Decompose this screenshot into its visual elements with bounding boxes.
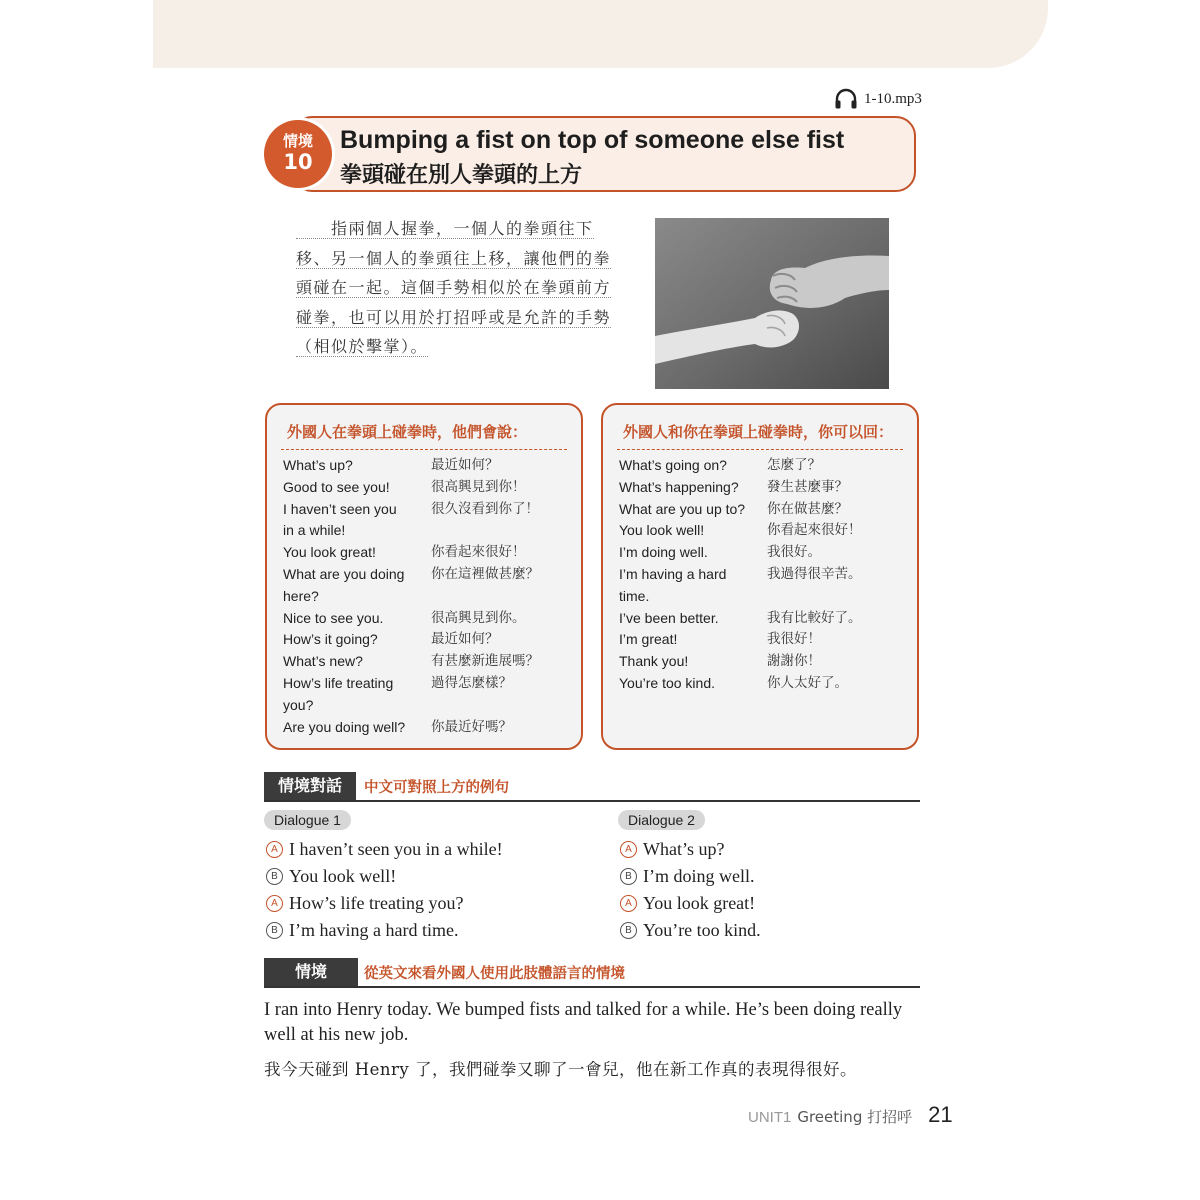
dialogue-text: You look great!	[643, 893, 756, 913]
dialogue-line	[620, 917, 761, 944]
intro-line: 指兩個人握拳，一個人的拳頭往下	[296, 219, 594, 238]
phrase-row	[619, 477, 909, 499]
phrase-row	[619, 673, 909, 695]
phrase-english: What are you up to?	[619, 500, 746, 517]
dialogue-2-label: Dialogue 2	[618, 810, 705, 830]
phrase-english: I’m great!	[619, 631, 678, 648]
dialogue-text: I haven’t seen you in a while!	[289, 839, 503, 859]
phrase-chinese: 你看起來很好！	[431, 544, 526, 561]
phrase-chinese: 我很好。	[767, 544, 821, 561]
phrase-chinese: 過得怎麼樣？	[431, 674, 512, 691]
audio-track[interactable]	[834, 88, 922, 110]
phrase-english: What’s new?	[283, 653, 363, 670]
phrase-chinese: 你看起來很好！	[767, 522, 862, 539]
phrase-row	[619, 520, 909, 542]
phrases-they-say-box	[265, 403, 583, 750]
speaker-b-icon: B	[266, 922, 283, 939]
phrases-you-reply-heading: 外國人和你在拳頭上碰拳時，你可以回：	[623, 423, 894, 441]
phrase-english: time.	[619, 587, 650, 604]
phrase-chinese: 最近如何？	[431, 631, 499, 648]
scenario-title-banner	[292, 116, 916, 192]
speaker-a-icon: A	[266, 841, 283, 858]
dialogue-line	[620, 836, 761, 863]
phrase-chinese: 怎麼了？	[767, 457, 821, 473]
phrase-chinese: 最近如何？	[431, 457, 499, 473]
dialogue-line	[620, 863, 761, 890]
phrase-english: How’s life treating	[283, 674, 394, 691]
dialogue-line	[266, 863, 503, 890]
dialogue-text: What’s up?	[643, 839, 725, 859]
phrase-row	[283, 564, 573, 586]
dialogue-line	[266, 836, 503, 863]
phrase-row	[619, 542, 909, 564]
story-english: I ran into Henry today. We bumped fists and talked for a while. He’s been doing really well at his new job.	[264, 1000, 903, 1045]
scenario-badge	[264, 120, 332, 188]
audio-filename: 1-10.mp3	[864, 90, 922, 107]
phrase-chinese: 你在做甚麼？	[767, 500, 848, 517]
speaker-a-icon: A	[620, 895, 637, 912]
dialogue-text: I’m doing well.	[643, 866, 755, 886]
phrase-chinese: 你人太好了。	[767, 674, 848, 691]
phrase-row	[283, 455, 573, 477]
phrase-english: What’s going on?	[619, 457, 727, 473]
context-section-desc: 從英文來看外國人使用此肢體語言的情境	[364, 966, 625, 982]
phrase-english: I’m having a hard	[619, 565, 727, 582]
phrase-english: What’s happening?	[619, 478, 739, 495]
phrase-english: I’m doing well.	[619, 544, 708, 561]
phrase-english: Thank you!	[619, 653, 689, 670]
scenario-title-zh: 拳頭碰在別人拳頭的上方	[340, 163, 583, 188]
dialogue-text: You’re too kind.	[643, 920, 761, 940]
footer-unit: UNIT1	[748, 1109, 792, 1126]
dialogue-line	[620, 890, 761, 917]
phrase-chinese: 很久沒看到你了！	[431, 500, 539, 517]
phrases-you-reply-box	[601, 403, 919, 750]
phrase-row	[619, 455, 909, 477]
dialogue-text: How’s life treating you?	[289, 893, 464, 913]
phrase-row	[283, 651, 573, 673]
phrase-row	[619, 586, 909, 608]
scenario-badge-label: 情境	[282, 132, 313, 150]
dialogue-2	[620, 836, 761, 944]
intro-line: 頭碰在一起。這個手勢相似於在拳頭前方	[296, 278, 612, 297]
context-section-header	[264, 958, 920, 988]
phrase-english: How’s it going?	[283, 631, 378, 648]
phrase-row	[283, 629, 573, 651]
phrase-row	[619, 651, 909, 673]
dialogue-section-desc: 中文可對照上方的例句	[364, 780, 509, 796]
phrase-row	[283, 717, 573, 739]
phrase-english: I’ve been better.	[619, 609, 719, 626]
phrase-english: you?	[283, 696, 314, 713]
context-section-label: 情境	[264, 958, 358, 986]
phrase-chinese: 我過得很辛苦。	[767, 565, 862, 582]
dialogue-line	[266, 917, 503, 944]
fist-bump-photo	[655, 218, 889, 389]
intro-line: 移、另一個人的拳頭往上移，讓他們的拳	[296, 248, 612, 268]
phrases-they-say-list	[283, 455, 573, 738]
phrase-chinese	[767, 586, 909, 608]
speaker-b-icon: B	[266, 868, 283, 885]
phrase-row	[283, 477, 573, 499]
phrase-chinese: 很高興見到你。	[431, 609, 526, 626]
speaker-a-icon: A	[266, 895, 283, 912]
phrase-chinese: 很高興見到你！	[431, 478, 526, 495]
phrase-english: Nice to see you.	[283, 609, 384, 626]
phrase-row	[283, 608, 573, 630]
speaker-b-icon: B	[620, 868, 637, 885]
phrase-chinese: 你最近好嗎？	[431, 718, 512, 735]
story-chinese: 我今天碰到 Henry 了，我們碰拳又聊了一會兒，他在新工作真的表現得很好。	[264, 1060, 857, 1079]
phrase-row	[283, 695, 573, 717]
phrase-english: You look well!	[619, 522, 705, 539]
phrase-row	[283, 673, 573, 695]
phrase-chinese: 有甚麼新進展嗎？	[431, 653, 539, 670]
dialogue-section-label: 情境對話	[264, 772, 356, 800]
page-footer	[748, 1102, 953, 1128]
phrase-chinese: 你在這裡做甚麼？	[431, 565, 539, 582]
speaker-a-icon: A	[620, 841, 637, 858]
phrase-row	[283, 542, 573, 564]
phrase-english: You’re too kind.	[619, 674, 715, 691]
phrase-chinese	[431, 520, 573, 542]
phrase-english: here?	[283, 587, 319, 604]
phrase-row	[283, 520, 573, 542]
dialogue-text: I’m having a hard time.	[289, 920, 459, 940]
intro-line: （相似於擊掌）。	[296, 337, 429, 356]
intro-paragraph	[296, 214, 618, 362]
dialogue-section-header	[264, 772, 920, 802]
speaker-b-icon: B	[620, 922, 637, 939]
phrase-chinese: 謝謝你！	[767, 653, 821, 670]
phrase-english: You look great!	[283, 544, 376, 561]
page-top-band	[153, 0, 1048, 68]
headphones-icon	[834, 88, 858, 110]
phrases-you-reply-list	[619, 455, 909, 695]
phrases-they-say-heading: 外國人在拳頭上碰拳時，他們會說：	[287, 423, 528, 441]
phrase-row	[619, 608, 909, 630]
phrase-english: What are you doing	[283, 565, 405, 582]
phrase-chinese: 發生甚麼事？	[767, 478, 848, 495]
phrase-english: What’s up?	[283, 457, 353, 473]
phrase-row	[619, 564, 909, 586]
footer-title: Greeting 打招呼	[797, 1108, 913, 1126]
phrase-row	[283, 499, 573, 521]
phrase-chinese	[431, 695, 573, 717]
phrase-chinese: 我很好！	[767, 631, 821, 648]
phrase-chinese	[431, 586, 573, 608]
phrase-english: Good to see you!	[283, 478, 390, 495]
phrase-english: Are you doing well?	[283, 718, 406, 735]
phrase-english: in a while!	[283, 522, 346, 539]
dialogue-1	[266, 836, 503, 944]
phrase-chinese: 我有比較好了。	[767, 609, 862, 626]
scenario-title-en: Bumping a fist on top of someone else fist	[340, 126, 845, 154]
phrase-row	[283, 586, 573, 608]
scenario-badge-number: 10	[283, 150, 313, 174]
intro-line: 碰拳，也可以用於打招呼或是允許的手勢	[296, 307, 612, 327]
dialogue-line	[266, 890, 503, 917]
page-number: 21	[928, 1102, 953, 1127]
dialogue-text: You look well!	[289, 866, 397, 886]
phrase-english: I haven’t seen you	[283, 500, 397, 517]
phrase-row	[619, 629, 909, 651]
dialogue-1-label: Dialogue 1	[264, 810, 351, 830]
phrase-row	[619, 499, 909, 521]
